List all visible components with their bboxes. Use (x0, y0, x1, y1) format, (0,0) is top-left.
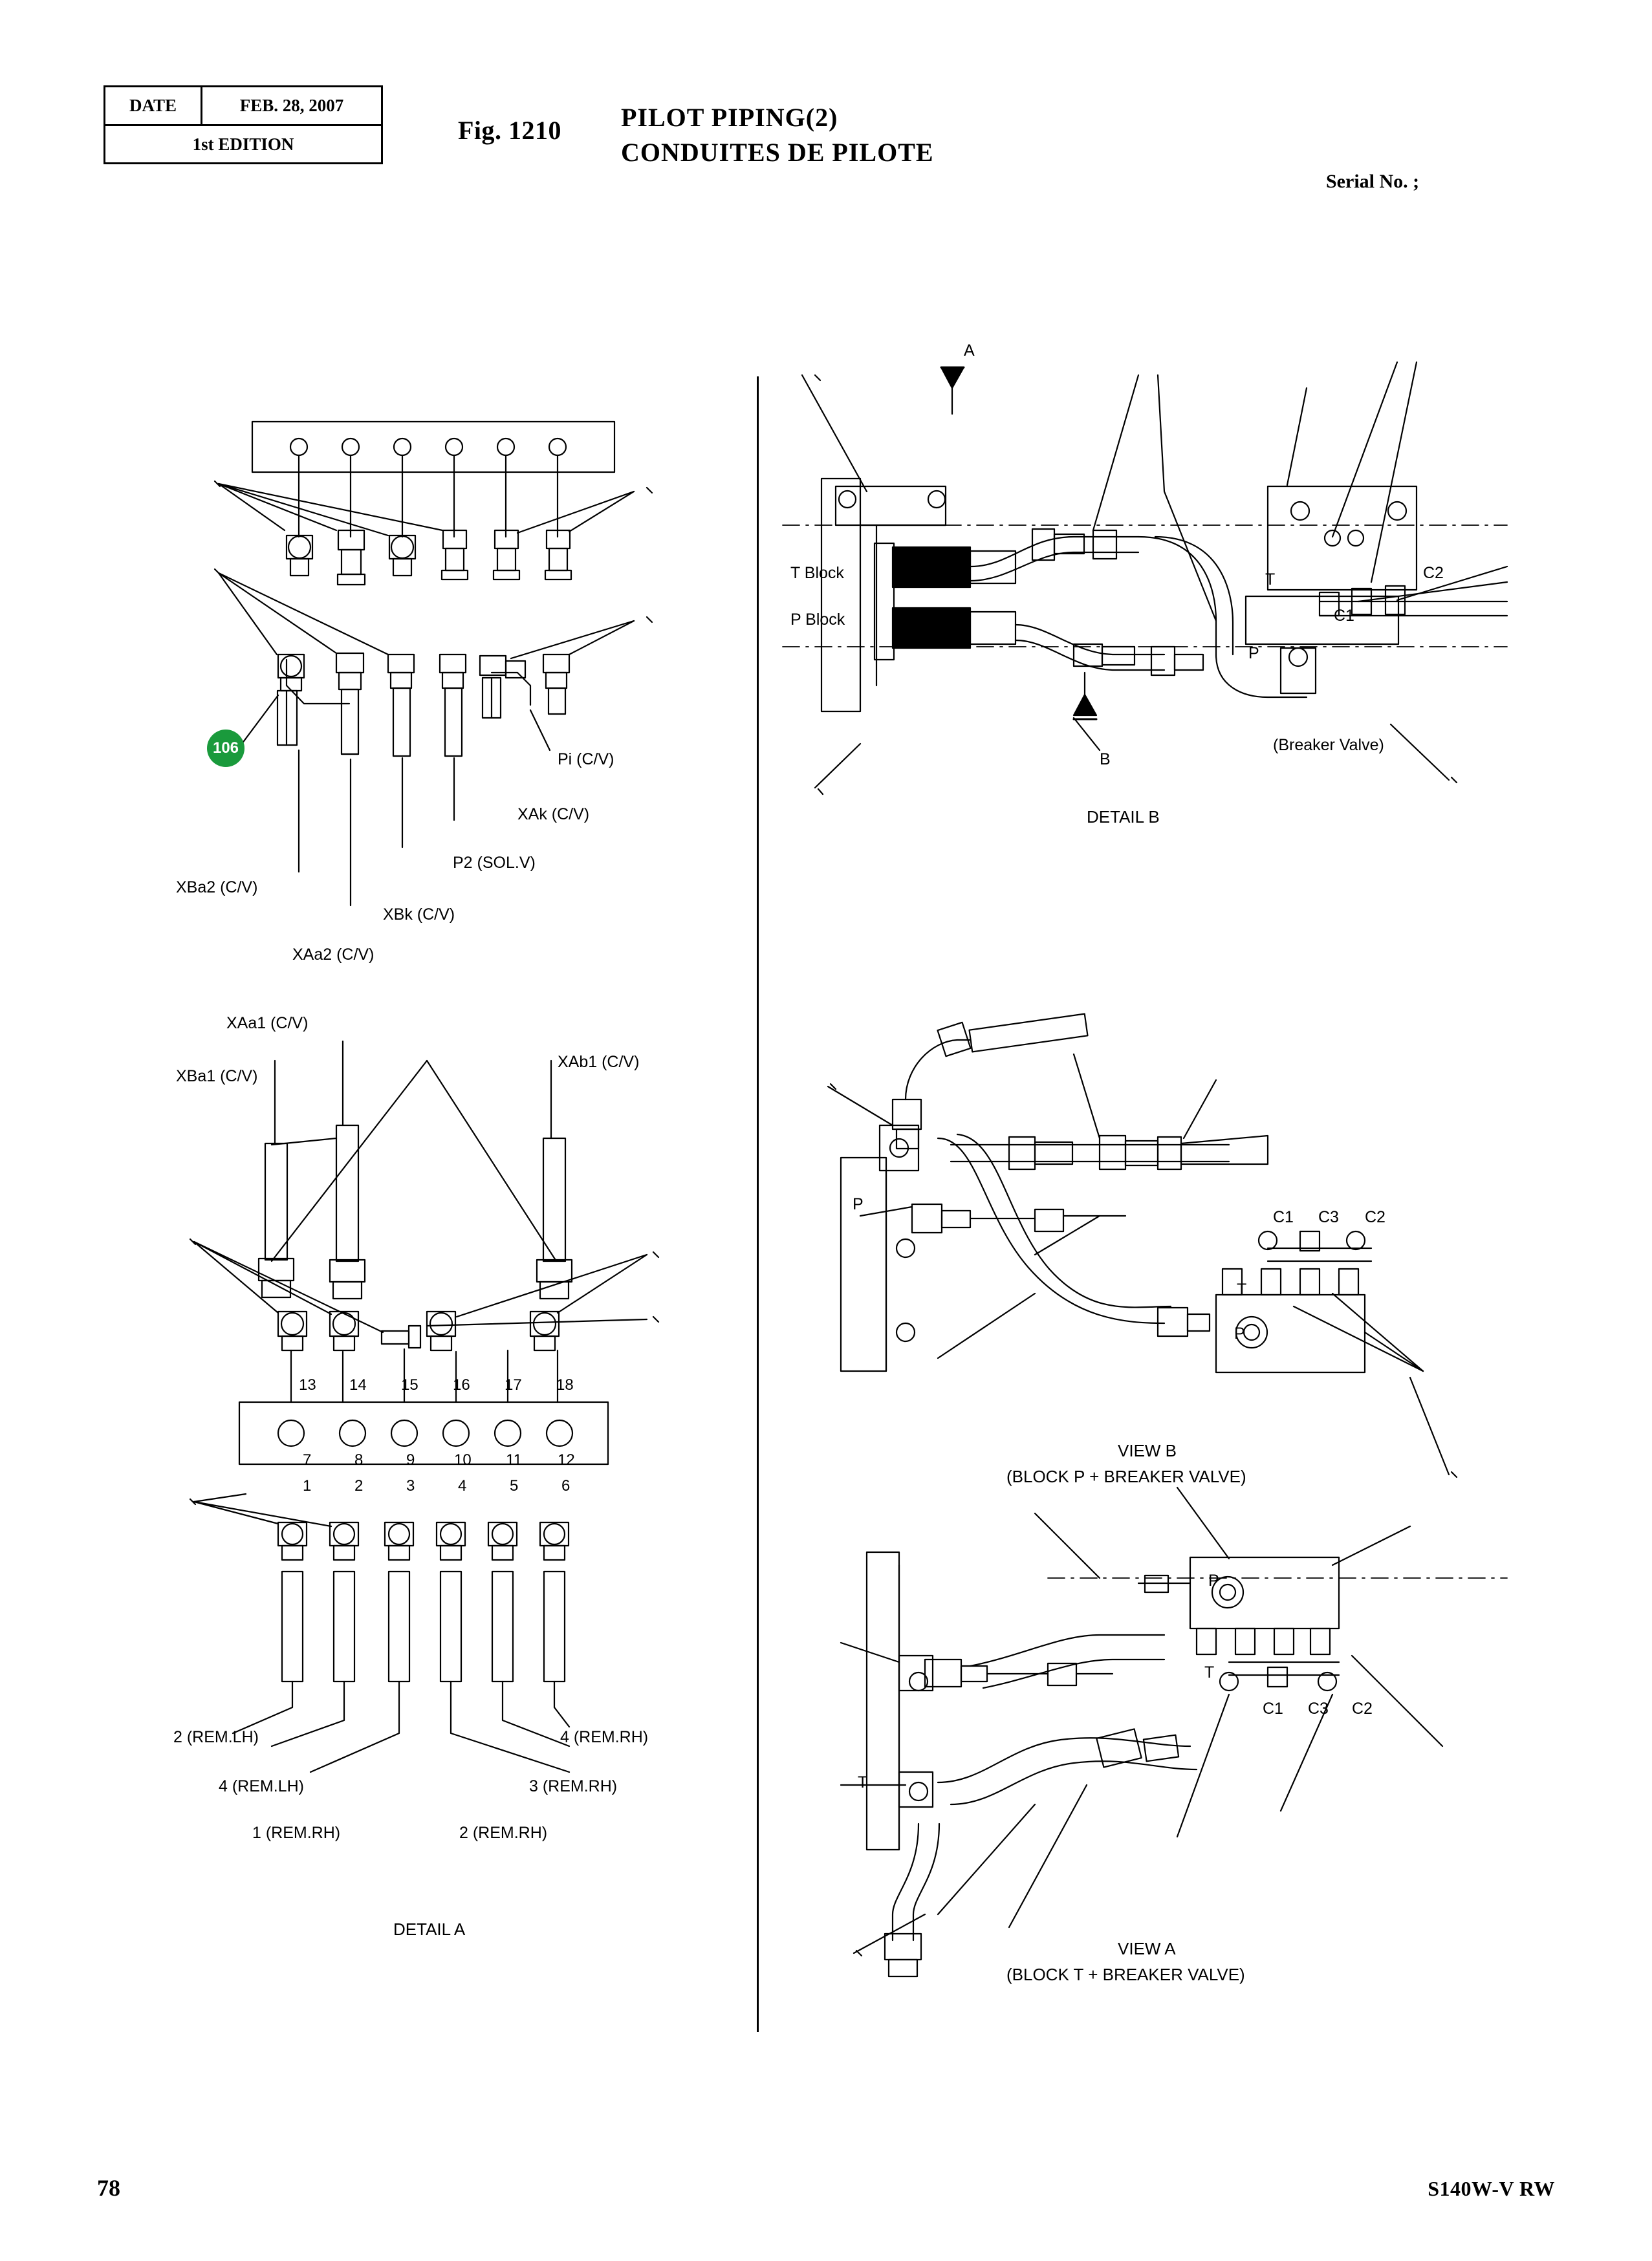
port-number-8: 8 (354, 1451, 364, 1469)
edition-label: 1st EDITION (192, 134, 294, 154)
caption-detail-b: DETAIL B (1087, 807, 1160, 827)
caption-view-b-line2: (BLOCK P + BREAKER VALVE) (1006, 1467, 1246, 1486)
label-viewb-port-p2: P (1234, 1325, 1245, 1343)
port-number-13: 13 (299, 1376, 316, 1394)
serial-number-label: Serial No. ; (1326, 171, 1420, 192)
label-t-block: T Block (790, 564, 844, 582)
label-port-c1-detailb: C1 (1334, 607, 1354, 625)
port-number-1: 1 (303, 1477, 312, 1495)
port-number-18: 18 (556, 1376, 574, 1394)
label-viewb-c3: C3 (1318, 1208, 1339, 1226)
label-rem-rh-1: 1 (REM.RH) (252, 1824, 341, 1842)
label-rem-rh-4: 4 (REM.RH) (560, 1728, 649, 1746)
caption-view-b-line1: VIEW B (1118, 1441, 1177, 1460)
label-xaa1-cv: XAa1 (C/V) (226, 1014, 309, 1032)
port-number-15: 15 (401, 1376, 418, 1394)
port-number-2: 2 (354, 1477, 364, 1495)
port-number-12: 12 (558, 1451, 575, 1469)
label-pi-cv: Pi (C/V) (558, 750, 614, 768)
section-mark-a: A (964, 341, 975, 360)
label-viewa-c2: C2 (1352, 1700, 1373, 1718)
port-number-10: 10 (454, 1451, 472, 1469)
port-number-9: 9 (406, 1451, 415, 1469)
label-breaker-valve: (Breaker Valve) (1273, 736, 1384, 754)
label-xba2-cv: XBa2 (C/V) (176, 878, 258, 896)
date-edition-box (103, 85, 383, 164)
column-divider (757, 376, 759, 2032)
page-title-fr: CONDUITES DE PILOTE (621, 138, 934, 167)
label-xba1-cv: XBa1 (C/V) (176, 1067, 258, 1085)
figure-number: Fig. 1210 (458, 116, 562, 145)
label-viewa-port-p: P (1208, 1572, 1219, 1590)
port-number-14: 14 (349, 1376, 367, 1394)
model-designation: S140W-V RW (1428, 2177, 1555, 2200)
date-value: FEB. 28, 2007 (239, 96, 344, 115)
port-number-7: 7 (303, 1451, 312, 1469)
balloon-106[interactable]: 106 (207, 730, 245, 767)
caption-view-a-line2: (BLOCK T + BREAKER VALVE) (1006, 1965, 1245, 1984)
port-number-6: 6 (561, 1477, 571, 1495)
label-xab1-cv: XAb1 (C/V) (558, 1053, 640, 1071)
label-p2-solv: P2 (SOL.V) (453, 854, 536, 872)
label-viewb-c1: C1 (1273, 1208, 1294, 1226)
port-number-5: 5 (510, 1477, 519, 1495)
label-viewa-c1: C1 (1263, 1700, 1283, 1718)
label-viewa-port-t-block: T (1204, 1663, 1215, 1682)
caption-view-a-line1: VIEW A (1118, 1939, 1176, 1958)
label-viewa-c3: C3 (1308, 1700, 1329, 1718)
label-viewb-port-p: P (853, 1195, 864, 1213)
label-rem-rh-3: 3 (REM.RH) (529, 1777, 618, 1795)
date-row (105, 87, 381, 126)
label-port-p-detailb: P (1248, 644, 1259, 662)
label-port-c2-detailb: C2 (1423, 564, 1444, 582)
label-viewa-port-t-left: T (858, 1773, 868, 1791)
page-number: 78 (97, 2175, 120, 2201)
label-xbk-cv: XBk (C/V) (383, 905, 455, 924)
label-rem-lh-2: 2 (REM.LH) (173, 1728, 259, 1746)
label-xaa2-cv: XAa2 (C/V) (292, 946, 375, 964)
label-p-block: P Block (790, 611, 845, 629)
page-title-en: PILOT PIPING(2) (621, 103, 838, 132)
label-viewb-c2: C2 (1365, 1208, 1386, 1226)
label-viewb-port-t: T (1237, 1281, 1247, 1299)
label-port-t-detailb: T (1265, 570, 1276, 589)
port-number-3: 3 (406, 1477, 415, 1495)
label-xak-cv: XAk (C/V) (517, 805, 590, 823)
section-mark-b: B (1100, 750, 1111, 768)
label-rem-rh-2: 2 (REM.RH) (459, 1824, 548, 1842)
port-number-16: 16 (453, 1376, 470, 1394)
port-number-11: 11 (506, 1451, 522, 1469)
caption-detail-a: DETAIL A (393, 1920, 466, 1939)
label-rem-lh-4: 4 (REM.LH) (219, 1777, 304, 1795)
port-number-17: 17 (505, 1376, 522, 1394)
date-label: DATE (105, 87, 202, 124)
port-number-4: 4 (458, 1477, 467, 1495)
